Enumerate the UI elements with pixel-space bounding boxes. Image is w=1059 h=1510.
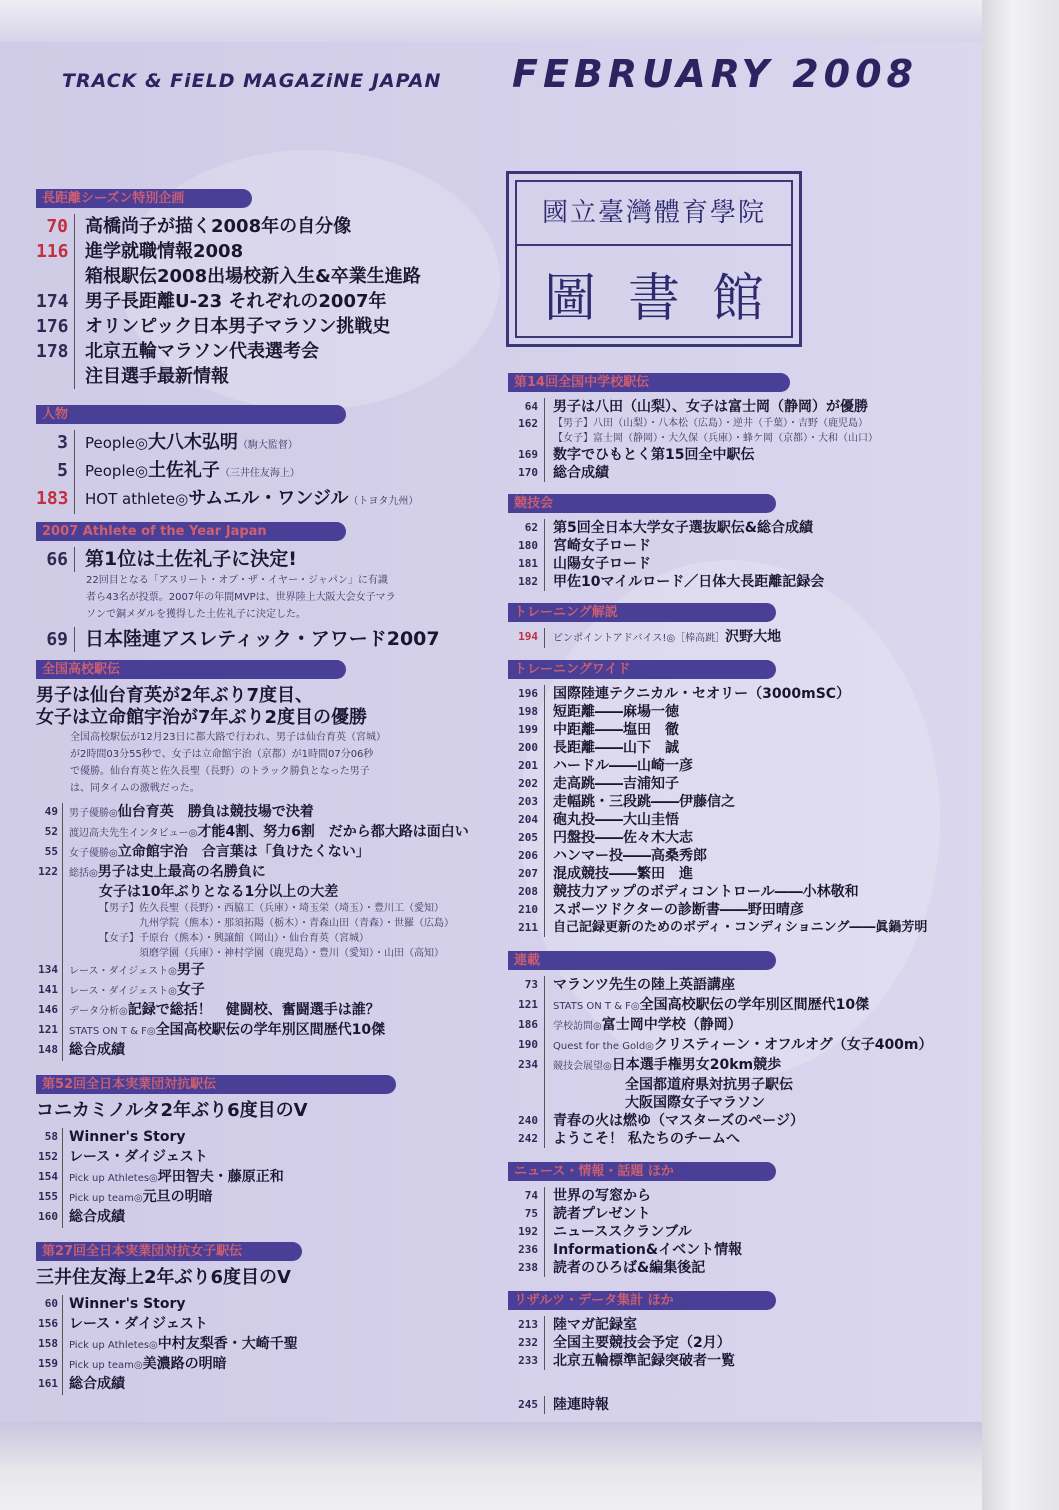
toc-entry[interactable]: 205 円盤投――佐々木大志: [518, 830, 693, 846]
toc-entry[interactable]: 208 競技力アップのボディコントロール――小林敬和: [518, 884, 859, 900]
toc-entry[interactable]: 207 混成競技――繁田 進: [518, 866, 693, 882]
toc-entry[interactable]: 211 自己記録更新のためのボディ・コンディショニング――眞鍋芳明: [518, 920, 928, 935]
section-header: 全国高校駅伝: [36, 660, 476, 679]
toc-entry[interactable]: 158 Pick up Athletes◎中村友梨香・大崎千聖: [36, 1335, 476, 1355]
toc-entry[interactable]: 注目選手最新情報: [36, 364, 476, 389]
toc-entry[interactable]: 64 男子は八田（山梨）、女子は富士岡（静岡）が優勝: [524, 399, 868, 415]
toc-entry[interactable]: 122 総括◎男子は史上最高の名勝負に: [36, 863, 476, 883]
toc-entry[interactable]: 141 レース・ダイジェスト◎女子: [36, 981, 476, 1001]
toc-entry[interactable]: 大阪国際女子マラソン: [508, 1094, 970, 1112]
section-header: ニュース・情報・話題 ほか: [508, 1162, 970, 1181]
toc-entry[interactable]: 152 レース・ダイジェスト: [36, 1148, 476, 1168]
toc-entry[interactable]: 73 マランツ先生の陸上英語講座: [508, 976, 970, 996]
toc-entry[interactable]: 183 HOT athlete◎サムエル・ワンジル（トヨタ九州）: [36, 486, 476, 514]
toc-subentry: 須磨学園（兵庫）・神村学園（鹿児島）・豊川（愛知）・山田（高知）: [36, 946, 476, 961]
toc-entry[interactable]: 202 走高跳――吉浦知子: [518, 776, 679, 792]
toc-entry[interactable]: 196 国際陸連テクニカル・セオリー（3000mSC）: [518, 686, 851, 702]
toc-entry[interactable]: 160 総合成績: [36, 1208, 476, 1228]
feature-title: コニカミノルタ2年ぶり6度目のV: [36, 1100, 308, 1121]
toc-entry[interactable]: 134 レース・ダイジェスト◎男子: [36, 961, 476, 981]
toc-entry[interactable]: 180 宮崎女子ロード: [518, 538, 651, 554]
section-header: トレーニングワイド: [508, 660, 970, 679]
toc-entry[interactable]: 156 レース・ダイジェスト: [36, 1315, 476, 1335]
feature-description: 全国高校駅伝が12月23日に都大路で行われ、男子は仙台育英（宮城） が2時間03分55秒で、女子は立命館宇治（京都）が1時間07分06秒 で優勝。仙台育英と佐久長聖（長野）のトラック勝負となった男子 は、同タイムの激戦だった。: [70, 732, 387, 794]
page-bottom-edge: [0, 1422, 982, 1510]
left-column: [36, 189, 476, 1395]
toc-entry[interactable]: 5 People◎土佐礼子（三井住友海上）: [36, 458, 476, 486]
toc-subentry: 【女子】富士岡（静岡）・大久保（兵庫）・蜂ケ岡（京都）・大和（山口）: [508, 431, 970, 446]
toc-entry[interactable]: 210 スポーツドクターの診断書――野田晴彦: [518, 902, 804, 918]
section-header: 長距離シーズン特別企画: [36, 189, 476, 208]
feature-title: 三井住友海上2年ぶり6度目のV: [36, 1267, 291, 1288]
toc-entry[interactable]: 234 競技会展望◎日本選手権男女20km競歩: [508, 1056, 970, 1076]
library-stamp: [506, 171, 802, 347]
toc-entry[interactable]: 121 STATS ON T & F◎全国高校駅伝の学年別区間歴代10傑: [508, 996, 970, 1016]
toc-entry[interactable]: 194 ピンポイントアドバイス!◎［棒高跳］沢野大地: [508, 628, 970, 648]
section-header: 第27回全日本実業団対抗女子駅伝: [36, 1242, 476, 1261]
toc-entry[interactable]: 169 数字でひもとく第15回全中駅伝: [518, 447, 755, 463]
toc-entry[interactable]: 146 データ分析◎記録で総括！ 健闘校、奮闘選手は誰？: [36, 1001, 476, 1021]
toc-entry[interactable]: 192 ニューススクランブル: [518, 1224, 692, 1240]
section-header: 人物: [36, 405, 476, 424]
magazine-title: TRACK & FiELD MAGAZiNE JAPAN: [62, 70, 442, 92]
section-header: 第52回全日本実業団対抗駅伝: [36, 1075, 476, 1094]
toc-entry[interactable]: 女子は10年ぶりとなる1分以上の大差: [36, 883, 476, 901]
toc-subentry: 162 【男子】八田（山梨）・八本松（広島）・逆井（千葉）・吉野（鹿児島）: [518, 417, 868, 430]
toc-entry[interactable]: 60 Winner's Story: [36, 1295, 476, 1315]
section-header: リザルツ・データ集計 ほか: [508, 1291, 970, 1310]
toc-entry[interactable]: 178 北京五輪マラソン代表選考会: [36, 341, 319, 362]
toc-entry[interactable]: 199 中距離――塩田 徹: [518, 722, 679, 738]
page-top-edge: [0, 0, 982, 42]
toc-entry[interactable]: 148 総合成績: [36, 1041, 476, 1061]
toc-entry[interactable]: 170 総合成績: [518, 465, 609, 481]
toc-entry[interactable]: 213 陸マガ記録室: [518, 1317, 637, 1333]
toc-entry[interactable]: 全国都道府県対抗男子駅伝: [508, 1076, 970, 1094]
toc-entry[interactable]: 186 学校訪問◎富士岡中学校（静岡）: [508, 1016, 970, 1036]
toc-subentry: 九州学院（熊本）・那須拓陽（栃木）・青森山田（青森）・世羅（広島）: [36, 916, 476, 931]
toc-entry[interactable]: 箱根駅伝2008出場校新入生&卒業生進路: [36, 264, 476, 289]
toc-entry[interactable]: 203 走幅跳・三段跳――伊藤信之: [518, 794, 735, 810]
right-column: [508, 373, 970, 1414]
toc-list: [36, 1295, 476, 1395]
toc-entry[interactable]: 121 STATS ON T & F◎全国高校駅伝の学年別区間歴代10傑: [36, 1021, 476, 1041]
toc-entry[interactable]: 200 長距離――山下 誠: [518, 740, 679, 756]
toc-entry[interactable]: 154 Pick up Athletes◎坪田智夫・藤原正和: [36, 1168, 476, 1188]
toc-list: [36, 1128, 476, 1228]
stamp-institute: 國立臺灣體育學院: [541, 198, 766, 228]
toc-entry[interactable]: 201 ハードル――山崎一彦: [518, 758, 693, 774]
toc-entry[interactable]: 58 Winner's Story: [36, 1128, 476, 1148]
toc-entry[interactable]: 174 男子長距離U-23 それぞれの2007年: [36, 291, 387, 312]
section-header: 連載: [508, 951, 970, 970]
toc-entry[interactable]: 233 北京五輪標準記録突破者一覧: [518, 1353, 735, 1369]
toc-entry[interactable]: 3 People◎大八木弘明（駒大監督）: [36, 430, 476, 458]
toc-entry[interactable]: 204 砲丸投――大山圭悟: [518, 812, 679, 828]
stamp-library: 圖書館: [543, 269, 796, 329]
section-header: 2007 Athlete of the Year Japan: [36, 522, 476, 541]
toc-entry[interactable]: 75 読者プレゼント: [524, 1206, 651, 1222]
toc-entry[interactable]: 155 Pick up team◎元旦の明暗: [36, 1188, 476, 1208]
toc-entry[interactable]: 198 短距離――麻場一徳: [518, 704, 679, 720]
feature-title: 男子は仙台育英が2年ぶり7度目、: [36, 685, 314, 706]
toc-entry[interactable]: 242 ようこそ！ 私たちのチームへ: [518, 1131, 740, 1147]
toc-entry[interactable]: 116 進学就職情報2008: [36, 241, 244, 262]
section-header: 第14回全国中学校駅伝: [508, 373, 970, 392]
stamp-divider: [515, 244, 793, 246]
toc-entry[interactable]: 69 日本陸連アスレティック・アワード2007: [46, 628, 440, 650]
toc-entry[interactable]: 182 甲佐10マイルロード／日体大長距離記録会: [518, 574, 825, 590]
toc-entry[interactable]: 236 Information&イベント情報: [518, 1242, 743, 1258]
toc-entry[interactable]: 206 ハンマー投――高桑秀郎: [518, 848, 707, 864]
toc-entry[interactable]: 190 Quest for the Gold◎クリスティーン・オフルオグ（女子400m）: [508, 1036, 970, 1056]
feature-title: 女子は立命館宇治が7年ぶり2度目の優勝: [36, 707, 368, 728]
toc-entry[interactable]: 181 山陽女子ロード: [518, 556, 651, 572]
toc-entry[interactable]: 245 陸連時報: [518, 1397, 609, 1413]
toc-entry[interactable]: 240 青春の火は燃ゆ（マスターズのページ）: [518, 1113, 805, 1129]
toc-entry[interactable]: 66 第1位は土佐礼子に決定!: [46, 548, 297, 570]
feature-description: 22回目となる「アスリート・オブ・ザ・イヤー・ジャパン」に有識 者ら43名が投票。2007年の年間MVPは、世界陸上大阪大会女子マラ ソンで銅メダルを獲得した土佐礼子に決定した。: [86, 575, 396, 620]
toc-entry[interactable]: 49 男子優勝◎仙台育英 勝負は競技場で決着: [36, 803, 476, 823]
toc-entry[interactable]: 55 女子優勝◎立命館宇治 合言葉は「負けたくない」: [36, 843, 476, 863]
toc-subentry: 【男子】佐久長聖（長野）・西脇工（兵庫）・埼玉栄（埼玉）・豊川工（愛知）: [36, 901, 476, 916]
toc-entry[interactable]: 161 総合成績: [36, 1375, 476, 1395]
toc-entry[interactable]: 176 オリンピック日本男子マラソン挑戦史: [36, 316, 391, 337]
toc-entry[interactable]: 238 読者のひろば&編集後記: [518, 1260, 706, 1276]
toc-entry[interactable]: 232 全国主要競技会予定（2月）: [518, 1335, 731, 1351]
toc-subentry: 【女子】千原台（熊本）・興譲館（岡山）・仙台育英（宮城）: [36, 931, 476, 946]
section-header: 競技会: [508, 494, 970, 513]
issue-month: FEBRUARY 2008: [512, 52, 918, 96]
toc-entry[interactable]: 62 第5回全日本大学女子選抜駅伝&総合成績: [524, 520, 813, 536]
page-gutter: [982, 0, 1059, 1510]
toc-entry[interactable]: 70 高橋尚子が描く2008年の自分像: [46, 216, 352, 237]
toc-entry[interactable]: 74 世界の写窓から: [524, 1188, 651, 1204]
toc-entry[interactable]: 52 渡辺高夫先生インタビュー◎才能4割、努力6割 だから都大路は面白い: [36, 823, 476, 843]
section-header: トレーニング解説: [508, 603, 970, 622]
toc-list: [36, 803, 476, 1061]
toc-entry[interactable]: 159 Pick up team◎美濃路の明暗: [36, 1355, 476, 1375]
